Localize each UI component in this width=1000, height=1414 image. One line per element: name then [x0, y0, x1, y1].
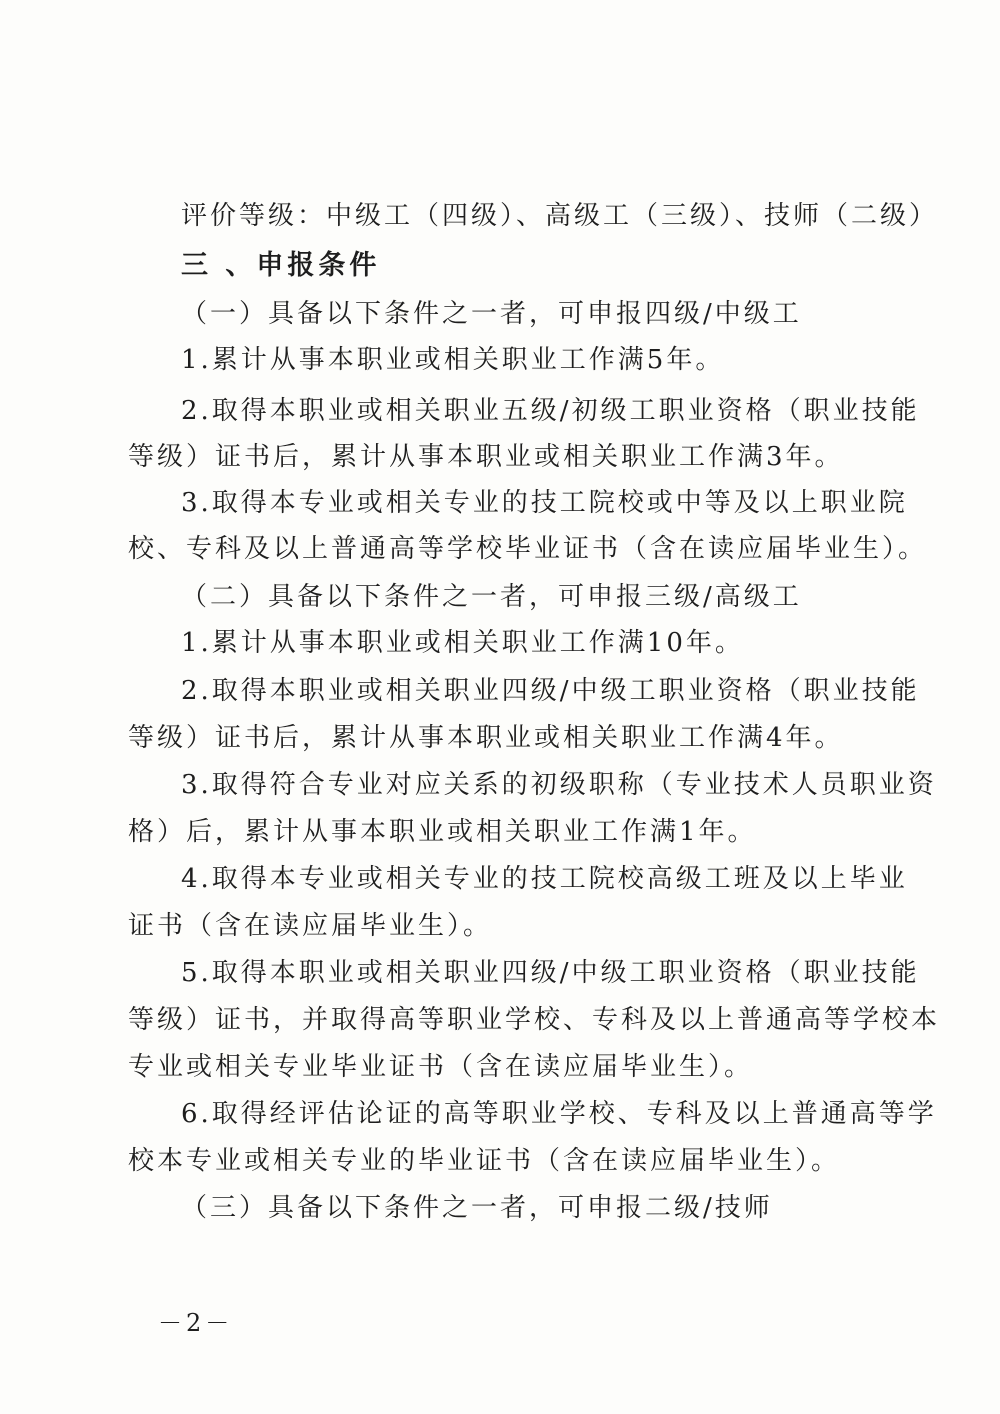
paragraph-line: 3.取得本专业或相关专业的技工院校或中等及以上职业院: [181, 488, 908, 518]
paragraph-line: 5.取得本职业或相关职业四级/中级工职业资格（职业技能: [181, 958, 920, 988]
paragraph-line: 1.累计从事本职业或相关职业工作满10年。: [181, 628, 744, 658]
paragraph-line: 专业或相关专业毕业证书（含在读应届毕业生）。: [128, 1052, 754, 1082]
evaluation-level-line: 评价等级：中级工（四级）、高级工（三级）、技师（二级）: [181, 201, 939, 231]
paragraph-line: 2.取得本职业或相关职业四级/中级工职业资格（职业技能: [181, 676, 920, 706]
paragraph-line: 等级）证书，并取得高等职业学校、专科及以上普通高等学校本: [128, 1005, 941, 1035]
paragraph-line: 等级）证书后，累计从事本职业或相关职业工作满4年。: [128, 723, 844, 753]
paragraph-line: 校、专科及以上普通高等学校毕业证书（含在读应届毕业生）。: [128, 534, 928, 564]
subsection-heading-level-4: （一）具备以下条件之一者，可申报四级/中级工: [181, 299, 802, 329]
paragraph-line: 格）后，累计从事本职业或相关职业工作满1年。: [128, 817, 757, 847]
paragraph-line: 2.取得本职业或相关职业五级/初级工职业资格（职业技能: [181, 396, 920, 426]
paragraph-line: 证书（含在读应届毕业生）。: [128, 911, 493, 941]
paragraph-line: 等级）证书后，累计从事本职业或相关职业工作满3年。: [128, 442, 844, 472]
subsection-heading-level-3: （二）具备以下条件之一者，可申报三级/高级工: [181, 582, 802, 612]
paragraph-line: 6.取得经评估论证的高等职业学校、专科及以上普通高等学: [181, 1099, 937, 1129]
paragraph-line: 1.累计从事本职业或相关职业工作满5年。: [181, 345, 725, 375]
paragraph-line: 3.取得符合专业对应关系的初级职称（专业技术人员职业资: [181, 770, 937, 800]
paragraph-line: 校本专业或相关专业的毕业证书（含在读应届毕业生）。: [128, 1146, 841, 1176]
section-heading-application-conditions: 三 、申报条件: [181, 250, 381, 281]
paragraph-line: 4.取得本专业或相关专业的技工院校高级工班及以上毕业: [181, 864, 908, 894]
subsection-heading-level-2: （三）具备以下条件之一者，可申报二级/技师: [181, 1193, 773, 1223]
page-number: －2－: [158, 1309, 234, 1337]
